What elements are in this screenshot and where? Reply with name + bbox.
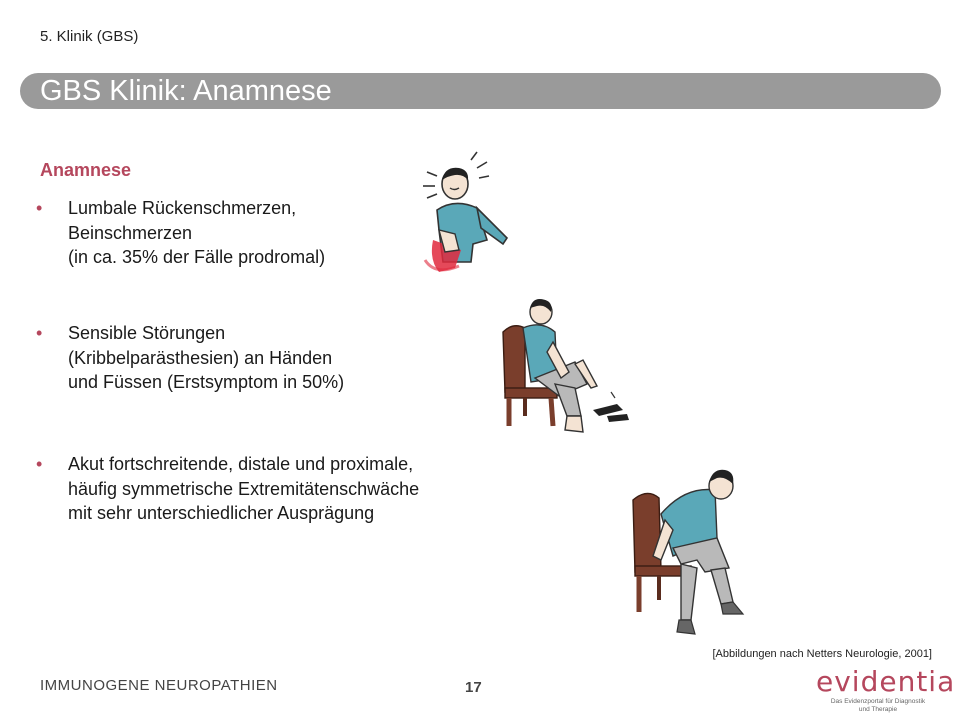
title-bar	[20, 73, 941, 109]
logo-tagline: Das Evidenzportal für Diagnostik	[830, 698, 926, 705]
standing-weakness-illustration	[625, 460, 760, 640]
logo-wordmark: evidentia	[816, 665, 956, 698]
back-pain-illustration	[415, 150, 515, 280]
page-title: GBS Klinik: Anamnese	[40, 75, 332, 107]
section-heading: Anamnese	[40, 160, 132, 180]
logo-tagline-2: und Therapie	[858, 706, 898, 713]
image-citation: [Abbildungen nach Netters Neurologie, 2001]	[712, 648, 932, 660]
sitting-feet-illustration	[495, 292, 640, 442]
bullet-text: Akut fortschreitende, distale und proximale, häufig symmetrische Extremitätenschwäche mit sehr unterschiedlicher Ausprägung	[68, 454, 420, 523]
bullet-text: Lumbale Rückenschmerzen, Beinschmerzen (in ca. 35% der Fälle prodromal)	[68, 198, 326, 267]
bullet-marker: •	[36, 323, 43, 343]
breadcrumb: 5. Klinik (GBS)	[40, 28, 139, 45]
footer-section-label: IMMUNOGENE NEUROPATHIEN	[40, 677, 278, 694]
bullet-marker: •	[36, 454, 43, 474]
bullet-text: Sensible Störungen (Kribbelparästhesien) an Händen und Füssen (Erstsymptom in 50%)	[68, 323, 345, 392]
page-number: 17	[465, 679, 482, 696]
bullet-marker: •	[36, 198, 43, 218]
evidentia-logo[interactable]	[816, 665, 956, 716]
